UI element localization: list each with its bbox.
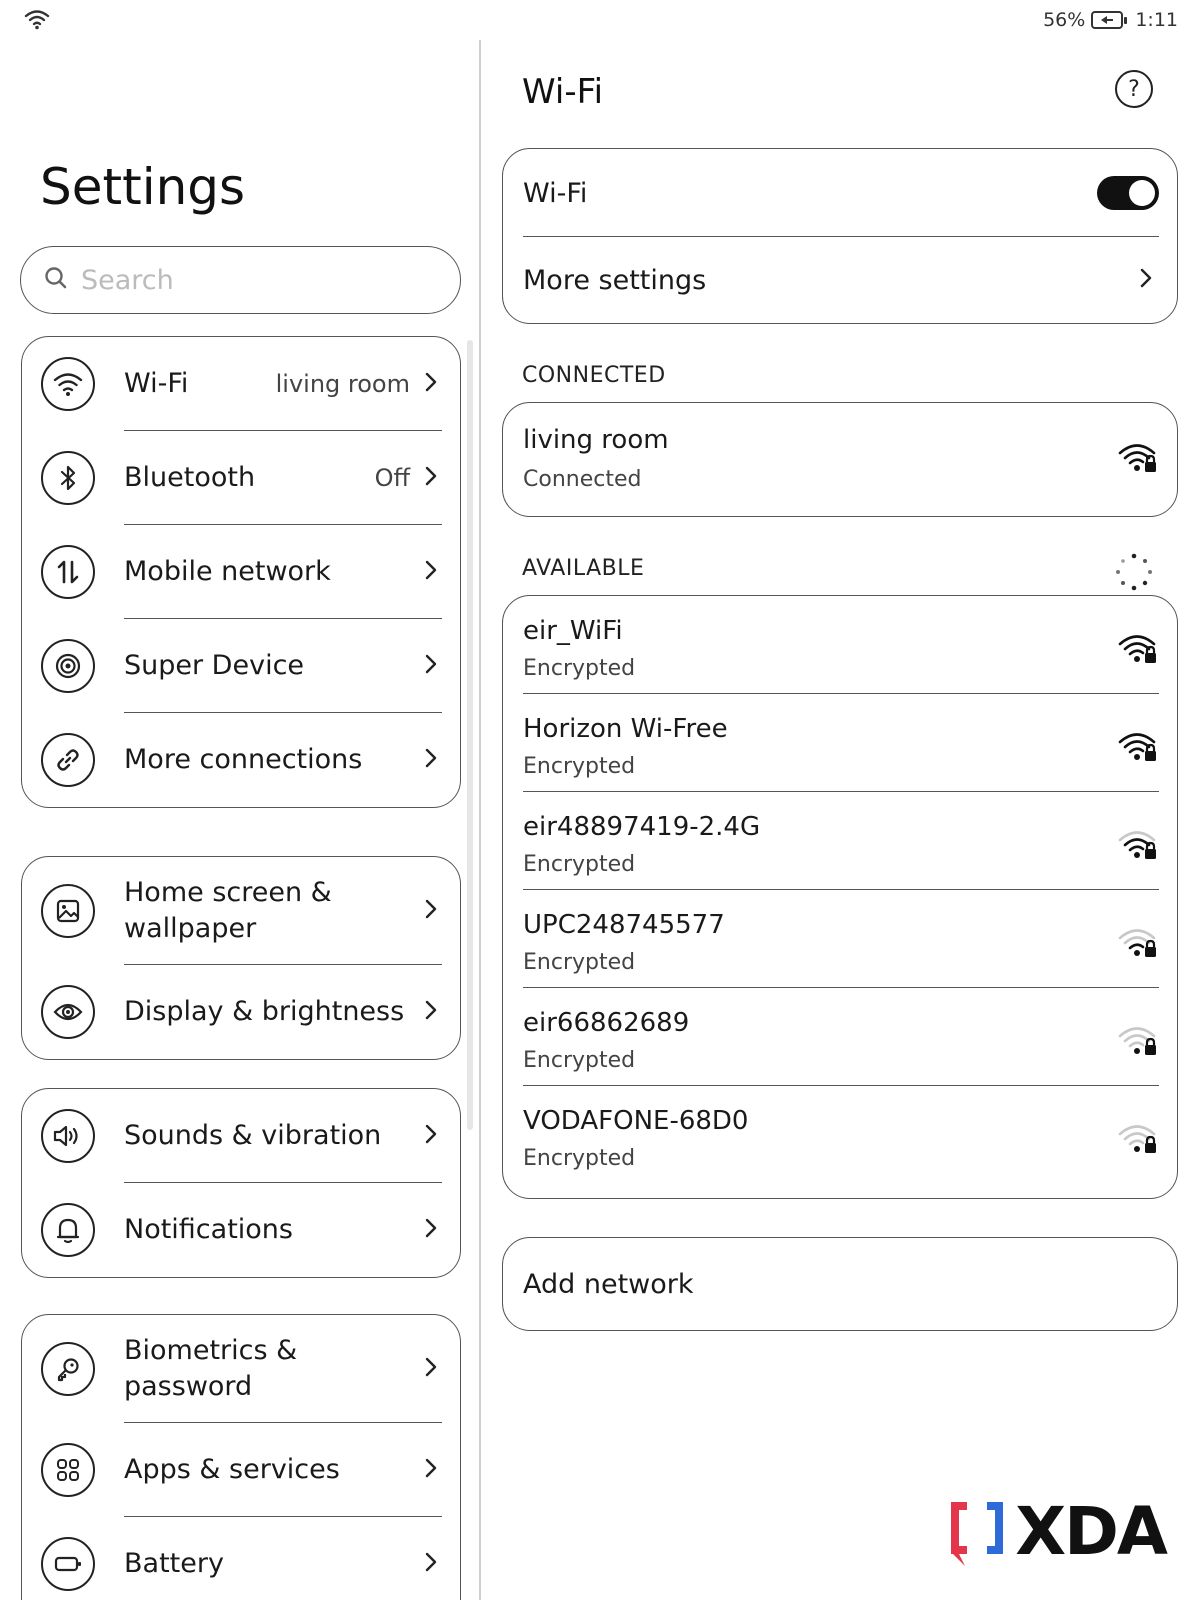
more-settings-label: More settings <box>523 264 707 296</box>
connectivity-group <box>21 336 461 808</box>
eye-icon <box>41 985 95 1039</box>
wifi-status-icon <box>24 8 50 34</box>
chevron-right-icon <box>424 1217 438 1243</box>
settings-item-label: Apps & services <box>124 1454 340 1485</box>
network-name: eir48897419-2.4G <box>523 812 761 842</box>
bell-icon <box>41 1203 95 1257</box>
settings-item-apps[interactable] <box>22 1423 460 1517</box>
available-header: AVAILABLE <box>522 556 645 581</box>
available-networks-card <box>502 595 1178 1199</box>
network-status: Encrypted <box>523 950 636 975</box>
chevron-right-icon <box>424 1123 438 1149</box>
settings-item-battery[interactable] <box>22 1517 460 1600</box>
xda-logo <box>945 1493 1166 1570</box>
search-bar[interactable] <box>20 246 461 314</box>
settings-item-label: Biometrics & password <box>124 1335 298 1402</box>
chevron-right-icon <box>424 1551 438 1577</box>
network-name: VODAFONE-68D0 <box>523 1106 749 1136</box>
settings-pane <box>0 40 480 1600</box>
wifi-locked-signal-icon <box>1117 441 1159 479</box>
chevron-right-icon <box>424 1356 438 1382</box>
network-name: eir66862689 <box>523 1008 690 1038</box>
connected-card <box>502 402 1178 517</box>
xda-bracket-icon <box>945 1496 1009 1568</box>
settings-item-label: Sounds & vibration <box>124 1120 382 1151</box>
wifi-locked-signal-icon <box>1117 632 1159 670</box>
chevron-right-icon <box>424 999 438 1025</box>
settings-item-mobile-network[interactable] <box>22 525 460 619</box>
settings-item-label: Display & brightness <box>124 996 405 1027</box>
add-network-card <box>502 1237 1178 1331</box>
network-name: living room <box>523 425 669 455</box>
clock: 1:11 <box>1135 9 1178 31</box>
key-icon <box>41 1342 95 1396</box>
add-network-button[interactable] <box>503 1238 1177 1330</box>
link-icon <box>41 733 95 787</box>
network-name: Horizon Wi-Free <box>523 714 728 744</box>
wifi-page-title: Wi-Fi <box>522 72 604 112</box>
settings-item-biometrics[interactable] <box>22 1315 460 1423</box>
wifi-locked-signal-icon <box>1117 730 1159 768</box>
security-group <box>21 1314 461 1600</box>
settings-item-value: living room <box>275 370 410 398</box>
settings-item-label: Wi-Fi <box>124 368 189 399</box>
settings-item-bluetooth[interactable] <box>22 431 460 525</box>
chevron-right-icon <box>424 371 438 397</box>
display-group <box>21 856 461 1060</box>
wifi-toggle-label: Wi-Fi <box>523 177 588 209</box>
settings-item-wifi[interactable] <box>22 337 460 431</box>
settings-item-value: Off <box>374 464 410 492</box>
settings-item-label: Home screen & wallpaper <box>124 877 332 944</box>
chevron-right-icon <box>424 559 438 585</box>
chevron-right-icon <box>424 465 438 491</box>
chevron-right-icon <box>1139 267 1153 293</box>
settings-item-notifications[interactable] <box>22 1183 460 1277</box>
settings-item-label: Mobile network <box>124 556 331 587</box>
chevron-right-icon <box>424 653 438 679</box>
help-button[interactable] <box>1115 70 1153 108</box>
question-icon: ? <box>1128 76 1140 102</box>
status-right <box>1043 9 1178 31</box>
search-icon <box>43 265 69 295</box>
more-settings-row[interactable] <box>503 237 1177 323</box>
bluetooth-icon <box>41 451 95 505</box>
settings-item-label: Super Device <box>124 650 305 681</box>
battery-status-icon <box>1091 11 1123 29</box>
network-name: eir_WiFi <box>523 616 623 646</box>
page-title: Settings <box>40 158 246 216</box>
wifi-toggle-row[interactable] <box>503 149 1177 237</box>
wifi-pane <box>480 40 1200 1600</box>
xda-logo-text: XDA <box>1015 1493 1166 1570</box>
status-bar <box>0 0 1200 40</box>
settings-item-label: More connections <box>124 744 363 775</box>
super-device-icon <box>41 639 95 693</box>
wifi-locked-signal-icon <box>1117 1122 1159 1160</box>
sound-group <box>21 1088 461 1278</box>
network-status: Connected <box>523 467 642 492</box>
network-status: Encrypted <box>523 754 636 779</box>
network-status: Encrypted <box>523 852 636 877</box>
settings-item-label: Notifications <box>124 1214 293 1245</box>
network-status: Encrypted <box>523 1146 636 1171</box>
settings-item-label: Bluetooth <box>124 462 256 493</box>
settings-item-display[interactable] <box>22 965 460 1059</box>
battery-icon <box>41 1537 95 1591</box>
wifi-locked-signal-icon <box>1117 828 1159 866</box>
wifi-settings-card <box>502 148 1178 324</box>
chevron-right-icon <box>424 1457 438 1483</box>
chevron-right-icon <box>424 747 438 773</box>
network-item[interactable] <box>503 890 1177 988</box>
network-item[interactable] <box>503 694 1177 792</box>
loading-spinner-icon <box>1114 552 1154 596</box>
settings-item-more-connections[interactable] <box>22 713 460 807</box>
settings-item-label: Battery <box>124 1548 224 1579</box>
network-item[interactable] <box>503 792 1177 890</box>
wifi-locked-signal-icon <box>1117 926 1159 964</box>
wifi-locked-signal-icon <box>1117 1024 1159 1062</box>
settings-item-super-device[interactable] <box>22 619 460 713</box>
wifi-icon <box>41 357 95 411</box>
network-item[interactable] <box>503 1086 1177 1184</box>
settings-item-sounds[interactable] <box>22 1089 460 1183</box>
mobile-network-icon <box>41 545 95 599</box>
chevron-right-icon <box>424 898 438 924</box>
settings-item-home-screen[interactable] <box>22 857 460 965</box>
network-status: Encrypted <box>523 1048 636 1073</box>
connected-header: CONNECTED <box>522 363 666 388</box>
network-name: UPC248745577 <box>523 910 725 940</box>
picture-icon <box>41 884 95 938</box>
network-status: Encrypted <box>523 656 636 681</box>
connected-network[interactable] <box>503 403 1177 515</box>
speaker-icon <box>41 1109 95 1163</box>
network-item[interactable] <box>503 988 1177 1086</box>
search-input[interactable] <box>81 265 401 296</box>
scrollbar[interactable] <box>467 340 473 1130</box>
wifi-toggle-switch[interactable] <box>1097 176 1159 210</box>
add-network-label: Add network <box>523 1268 694 1300</box>
network-item[interactable] <box>503 596 1177 694</box>
battery-percent: 56% <box>1043 9 1086 31</box>
apps-grid-icon <box>41 1443 95 1497</box>
